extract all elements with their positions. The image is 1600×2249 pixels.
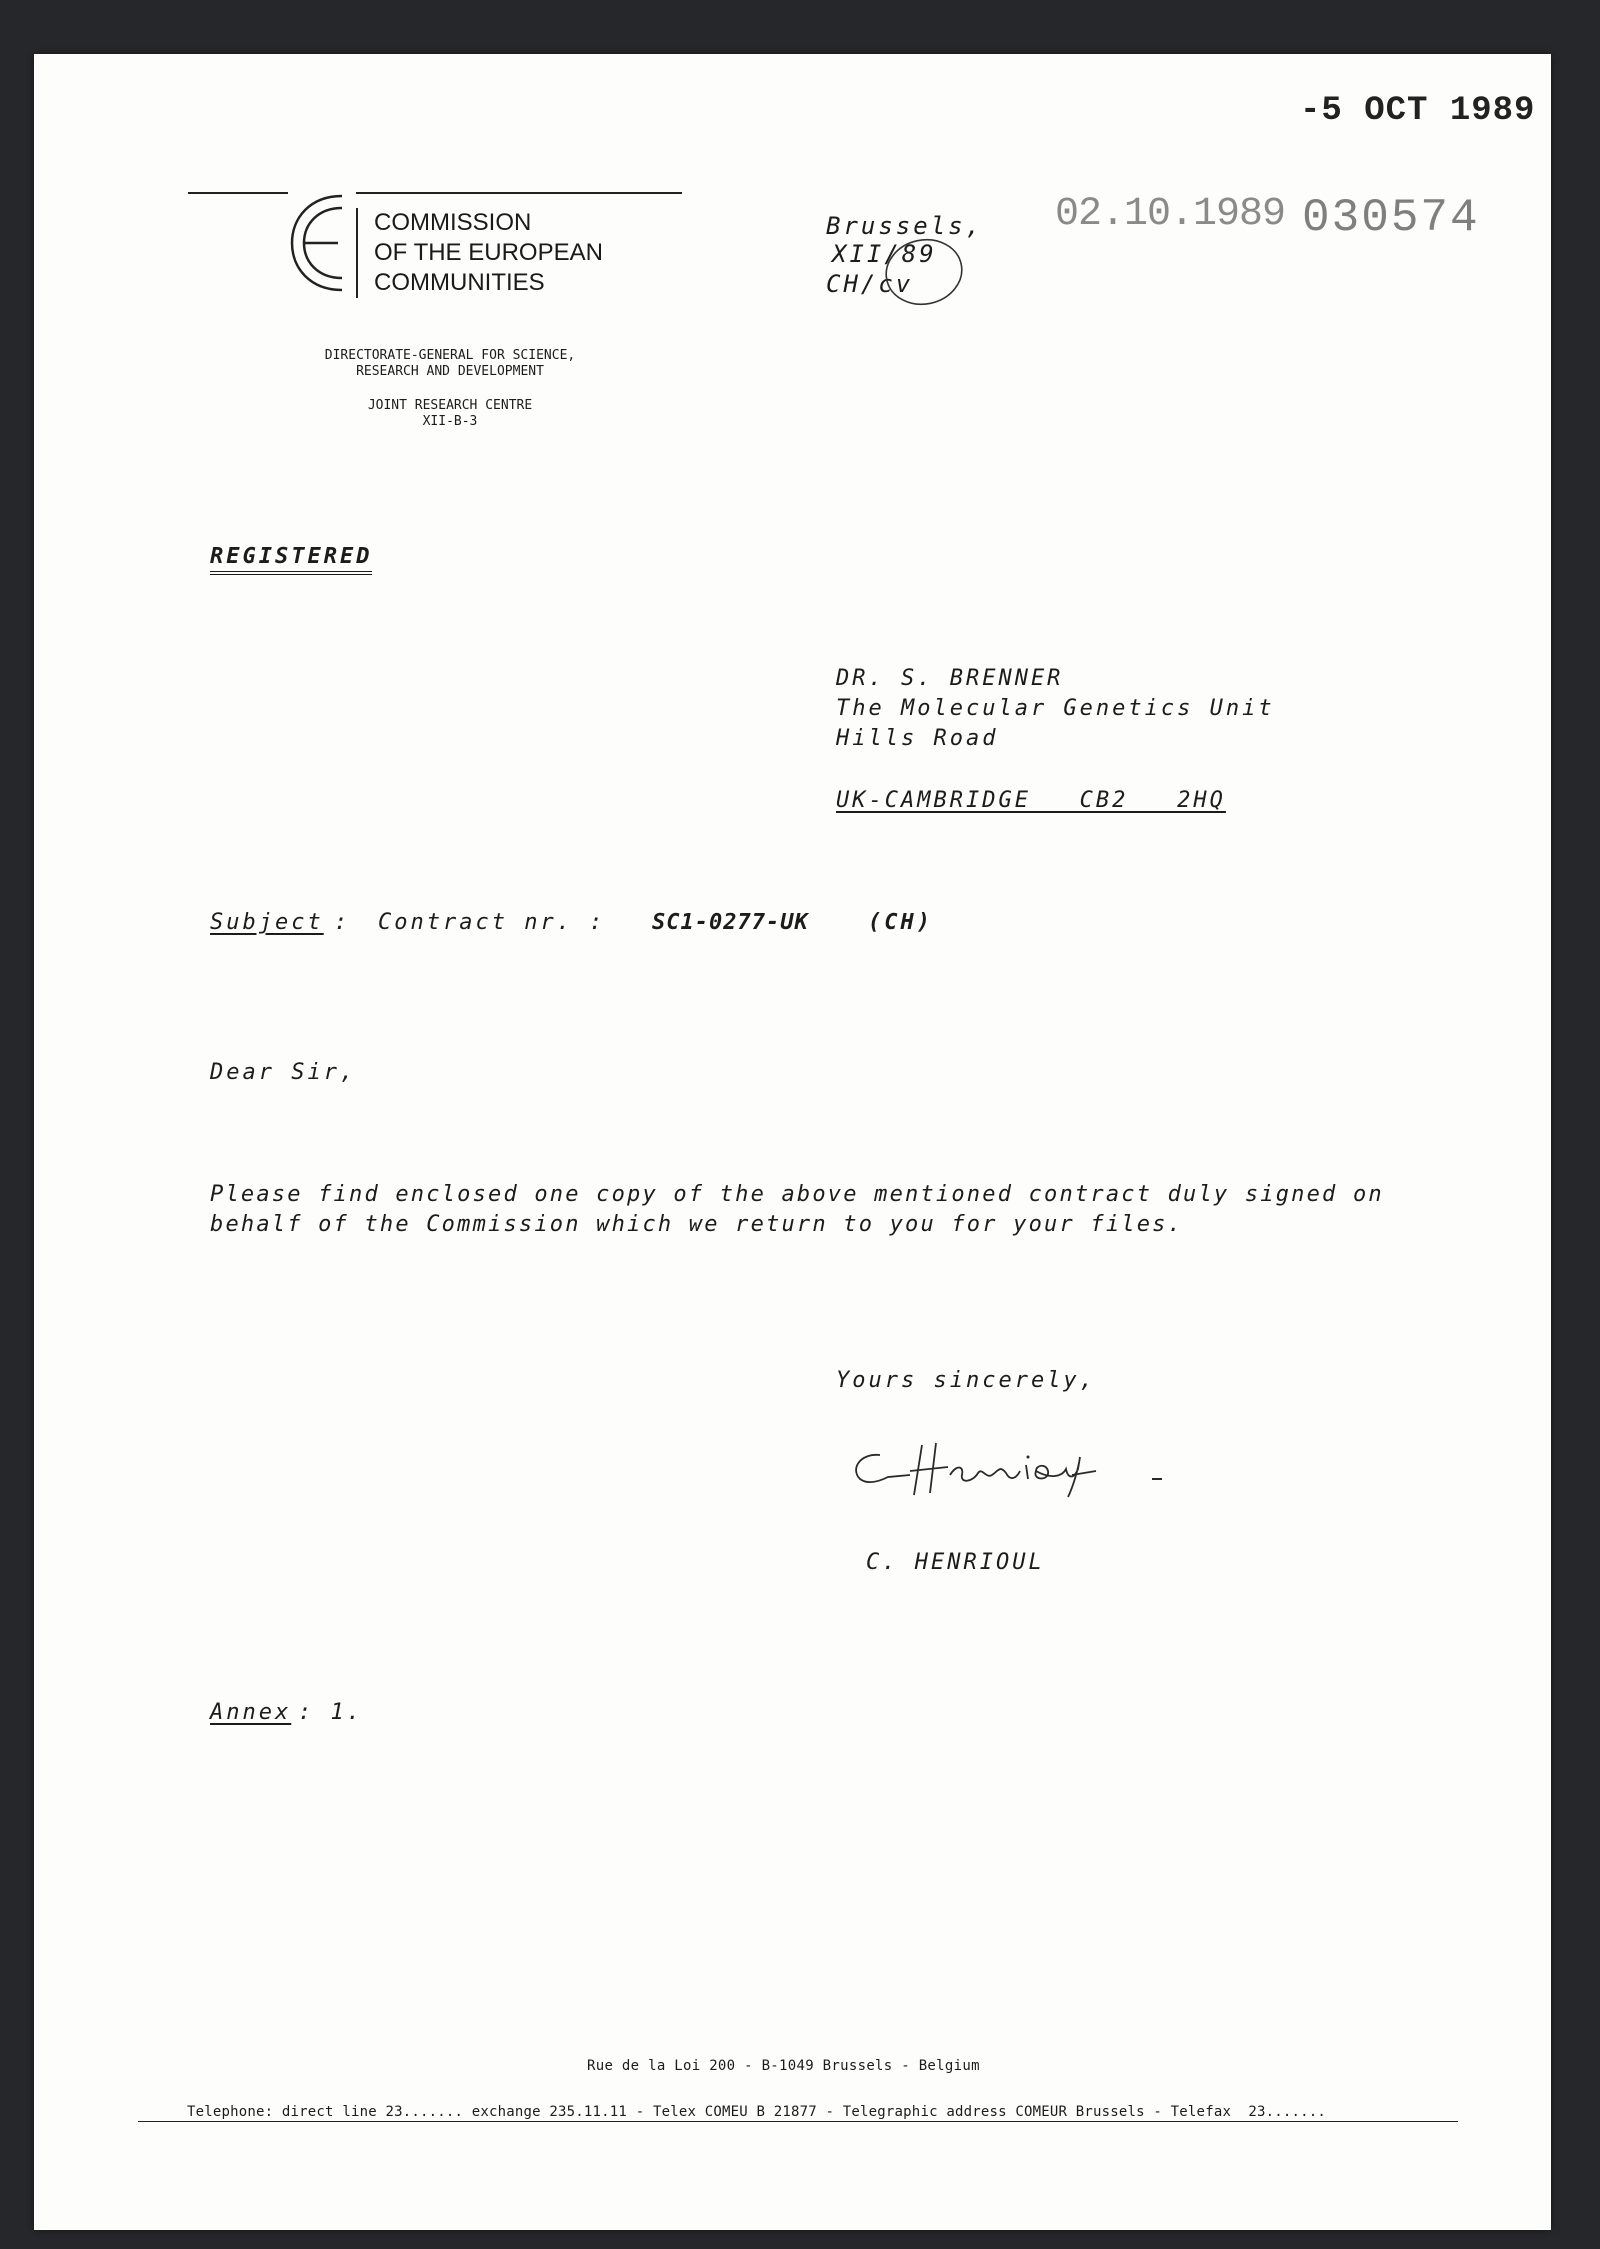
footer-contacts: Telephone: direct line 23....... exchange 235.11.11 - Telex COMEU B 21877 - Telegraphic address COMEUR Brussels - Telefax 23....... bbox=[187, 2104, 1326, 2120]
body-line-2: behalf of the Commission which we return to you for your files. bbox=[210, 1212, 1184, 1237]
handwritten-circle-mark bbox=[880, 234, 970, 312]
footer-rule bbox=[138, 2121, 1458, 2122]
recipient-street: Hills Road bbox=[836, 726, 999, 751]
letter-page bbox=[34, 54, 1551, 2230]
reference-code: XII/89 bbox=[832, 240, 937, 268]
recipient-city: UK-CAMBRIDGE CB2 2HQ bbox=[836, 788, 1226, 813]
reference-initials: CH/cv bbox=[826, 270, 914, 298]
signatory-name: C. HENRIOUL bbox=[866, 1550, 1045, 1575]
letterhead-rule-right bbox=[356, 192, 682, 194]
registered-label: REGISTERED bbox=[210, 544, 372, 569]
reference-number-stamp: 030574 bbox=[1302, 192, 1480, 244]
body-line-1: Please find enclosed one copy of the above mentioned contract duly signed on bbox=[210, 1182, 1384, 1207]
recipient-name: DR. S. BRENNER bbox=[836, 666, 1064, 691]
directorate-general: DIRECTORATE-GENERAL FOR SCIENCE, RESEARCH AND DEVELOPMENT bbox=[324, 348, 576, 379]
annex-value: : 1. bbox=[298, 1700, 363, 1725]
subject-label: Subject bbox=[210, 910, 324, 935]
place-city: Brussels, bbox=[826, 212, 984, 240]
contract-suffix: (CH) bbox=[868, 910, 933, 935]
salutation: Dear Sir, bbox=[210, 1060, 357, 1085]
ec-emblem-icon bbox=[288, 190, 350, 296]
contract-number: SC1-0277-UK bbox=[652, 910, 809, 935]
annex-label: Annex bbox=[210, 1700, 292, 1725]
subject-colon: : bbox=[334, 910, 351, 935]
handwritten-signature bbox=[840, 1435, 1180, 1505]
organisation-name: COMMISSION OF THE EUROPEAN COMMUNITIES bbox=[374, 209, 603, 296]
closing: Yours sincerely, bbox=[836, 1368, 1096, 1393]
recipient-unit: The Molecular Genetics Unit bbox=[836, 696, 1275, 721]
received-date-stamp: -5 OCT 1989 bbox=[1300, 92, 1536, 130]
contract-label: Contract nr. : bbox=[378, 910, 606, 935]
letterhead-divider bbox=[356, 208, 358, 298]
reference-date-stamp: 02.10.1989 bbox=[1055, 192, 1286, 237]
research-centre: JOINT RESEARCH CENTRE XII-B-3 bbox=[367, 398, 533, 429]
footer-address: Rue de la Loi 200 - B-1049 Brussels - Belgium bbox=[587, 2058, 980, 2074]
letterhead-rule-left bbox=[188, 192, 288, 194]
